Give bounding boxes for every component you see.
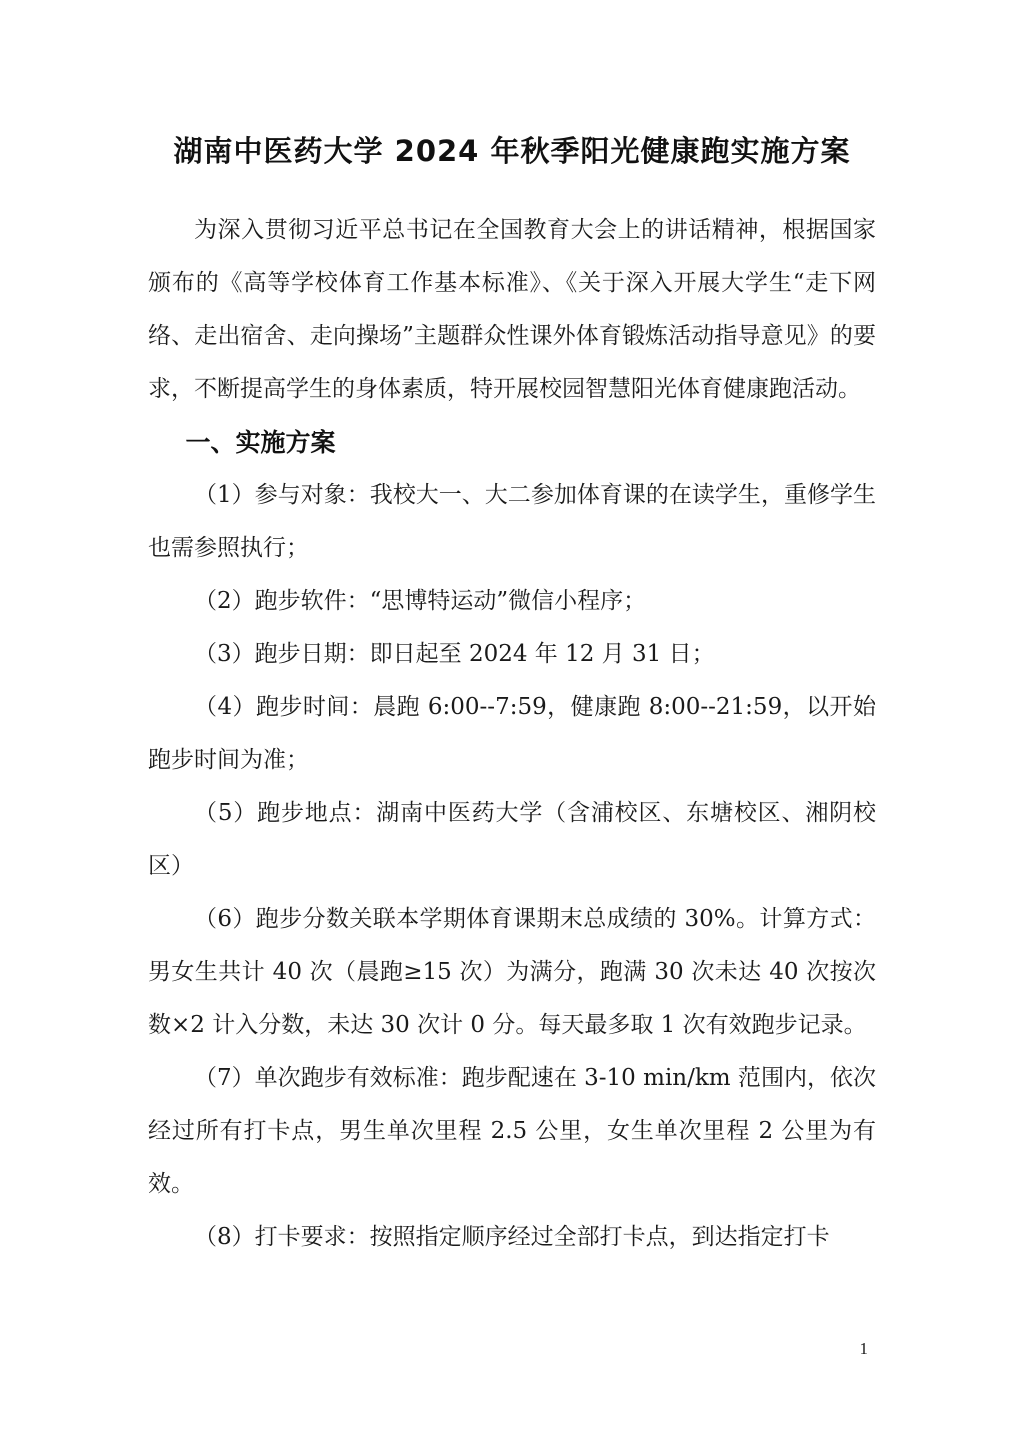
list-item-7-valid-run-standard: （7）单次跑步有效标准：跑步配速在 3-10 min/km 范围内，依次经过所有打卡点，男生单次里程 2.5 公里，女生单次里程 2 公里为有效。	[148, 1065, 876, 1197]
list-item-3-running-dates: （3）跑步日期：即日起至 2024 年 12 月 31 日；	[194, 641, 715, 667]
list-item-8-checkpoint-requirement: （8）打卡要求：按照指定顺序经过全部打卡点，到达指定打卡	[194, 1224, 830, 1250]
list-item-2-running-app: （2）跑步软件：“思博特运动”微信小程序；	[194, 588, 647, 614]
list-item-4-running-time: （4）跑步时间：晨跑 6:00--7:59，健康跑 8:00--21:59，以开始跑步时间为准；	[148, 694, 876, 773]
section-heading-implementation-plan: 一、实施方案	[185, 428, 336, 457]
document-content	[148, 0, 876, 1264]
list-item-5-running-location: （5）跑步地点：湖南中医药大学（含浦校区、东塘校区、湘阴校区）	[148, 800, 876, 879]
list-item-6-score-rules: （6）跑步分数关联本学期体育课期末总成绩的 30%。计算方式：男女生共计 40 次（晨跑≥15 次）为满分，跑满 30 次未达 40 次按次数×2 计入分数，未达 30 次计 0 分。每天最多取 1 次有效跑步记录。	[148, 906, 876, 1038]
intro-paragraph: 为深入贯彻习近平总书记在全国教育大会上的讲话精神，根据国家颁布的《高等学校体育工作基本标准》、《关于深入开展大学生“走下网络、走出宿舍、走向操场”主题群众性课外体育锻炼活动指导意见》的要求，不断提高学生的身体素质，特开展校园智慧阳光体育健康跑活动。	[148, 217, 876, 402]
list-item-1-participants: （1）参与对象：我校大一、大二参加体育课的在读学生，重修学生也需参照执行；	[148, 482, 876, 561]
page-number: 1	[859, 1339, 868, 1358]
document-title: 湖南中医药大学 2024 年秋季阳光健康跑实施方案	[173, 134, 851, 168]
document-body	[148, 204, 876, 1264]
